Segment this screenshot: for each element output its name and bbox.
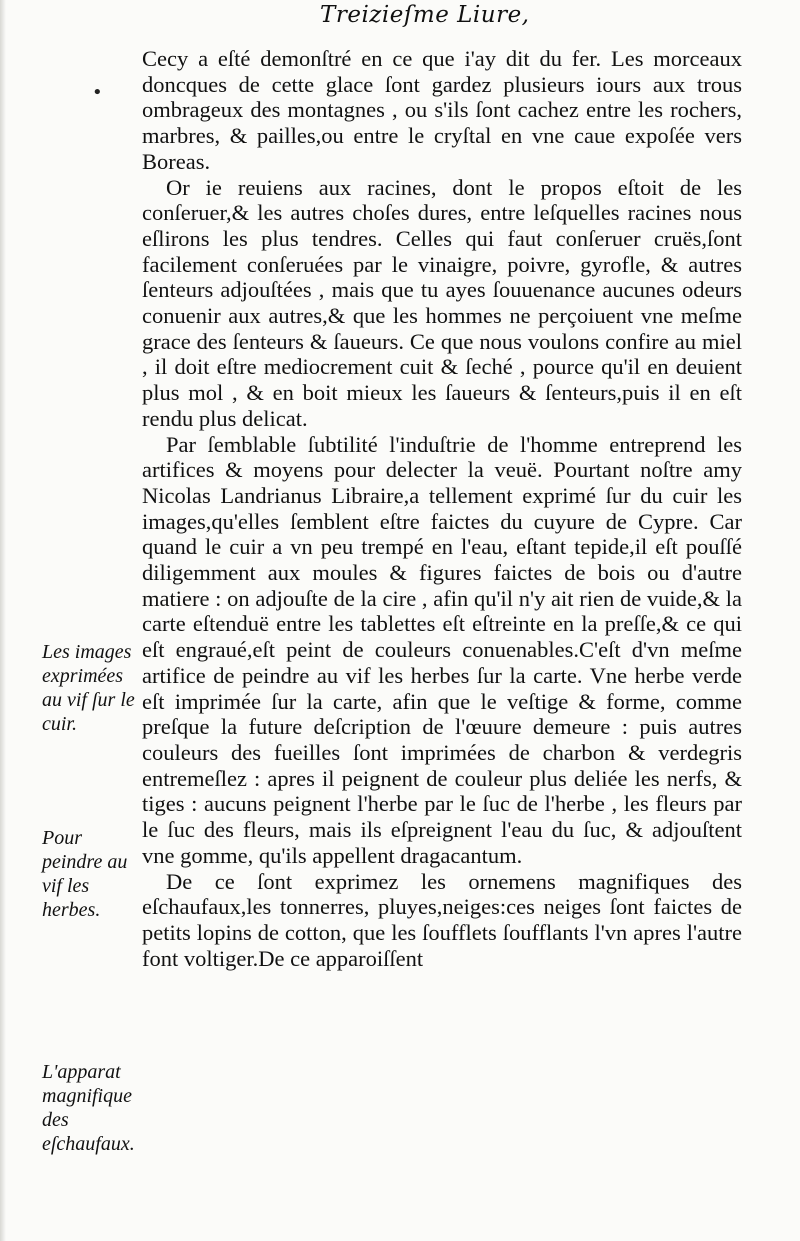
- margin-note-herbes: Pour peindre au vif les herbes.: [42, 827, 128, 921]
- margin-note-eschaufaux: L'apparat magnifique des eſchaufaux.: [42, 1061, 135, 1155]
- ink-mark: •: [92, 82, 103, 103]
- paragraph-2: Or ie reuiens aux racines, dont le propos eſtoit de les conſeruer,& les autres choſes dures, entre leſquelles racines nous eſlirons les plus tendres. Celles qui faut conſeruer cruës,ſont facilement conſeruées par le vinaigre, poivre, gyrofle, & autres ſenteurs adjouſtées , mais que tu ayes ſouuenance aucunes odeurs conuenir aux autres,& que les hommes ne perçoiuent vne meſme grace des ſenteurs & ſaueurs. Ce que nous voulons confire au miel , il doit eſtre mediocrement cuit & ſeché , pource qu'il en deuient plus mol , & en boit mieux les ſaueurs & ſenteurs,puis il en eſt rendu plus delicat.: [142, 174, 742, 431]
- running-header: Treizieſme Liure,: [320, 2, 530, 28]
- main-text-column: [142, 46, 742, 971]
- paragraph-4: De ce ſont exprimez les ornemens magnifiques des eſchaufaux,les tonnerres, pluyes,neiges:ces neiges ſont faictes de petits lopins de cotton, que les ſoufflets ſoufflants l'vn apres l'autre font voltiger.De ce apparoiſſent: [142, 868, 742, 971]
- paragraph-3: Par ſemblable ſubtilité l'induſtrie de l'homme entreprend les artifices & moyens pour delecter la veuë. Pourtant noſtre amy Nicolas Landrianus Libraire,a tellement exprimé ſur du cuir les images,qu'elles ſemblent eſtre faictes du cuyure de Cypre. Car quand le cuir a vn peu trempé en l'eau, eſtant tepide,il eſt pouſſé diligemment aux moules & figures faictes de bois ou d'autre matiere : on adjouſte de la cire , afin qu'il n'y ait rien de vuide,& la carte eſtenduë entre les tablettes eſt eſtreinte en la preſſe,& ce qui eſt engraué,eſt peint de couleurs conuenables.C'eſt d'vn meſme artifice de peindre au vif les herbes ſur la carte. Vne herbe verde eſt imprimée ſur la carte, afin que le veſtige & forme, comme preſque la future deſcription de l'œuure demeure : puis autres couleurs des fueilles ſont imprimées de charbon & verdegris entremeſlez : apres il peignent de couleur plus deliée les nerfs, & tiges : aucuns peignent l'herbe par le ſuc de l'herbe , les fleurs par le ſuc des fleurs, mais ils eſpreignent l'eau du ſuc, & adjouſtent vne gomme, qu'ils appellent dragacantum.: [142, 431, 742, 868]
- paragraph-1: Cecy a eſté demonſtré en ce que i'ay dit du fer. Les morceaux doncques de cette glace ſont gardez plusieurs iours aux trous ombrageux des montagnes , ou s'ils ſont cachez entre les rochers, marbres, & pailles,ou entre le cryſtal en vne caue expoſée vers Boreas.: [142, 46, 742, 174]
- page-edge-shadow: [0, 0, 6, 1241]
- margin-note-images: Les images exprimées au vif ſur le cuir.: [42, 641, 135, 735]
